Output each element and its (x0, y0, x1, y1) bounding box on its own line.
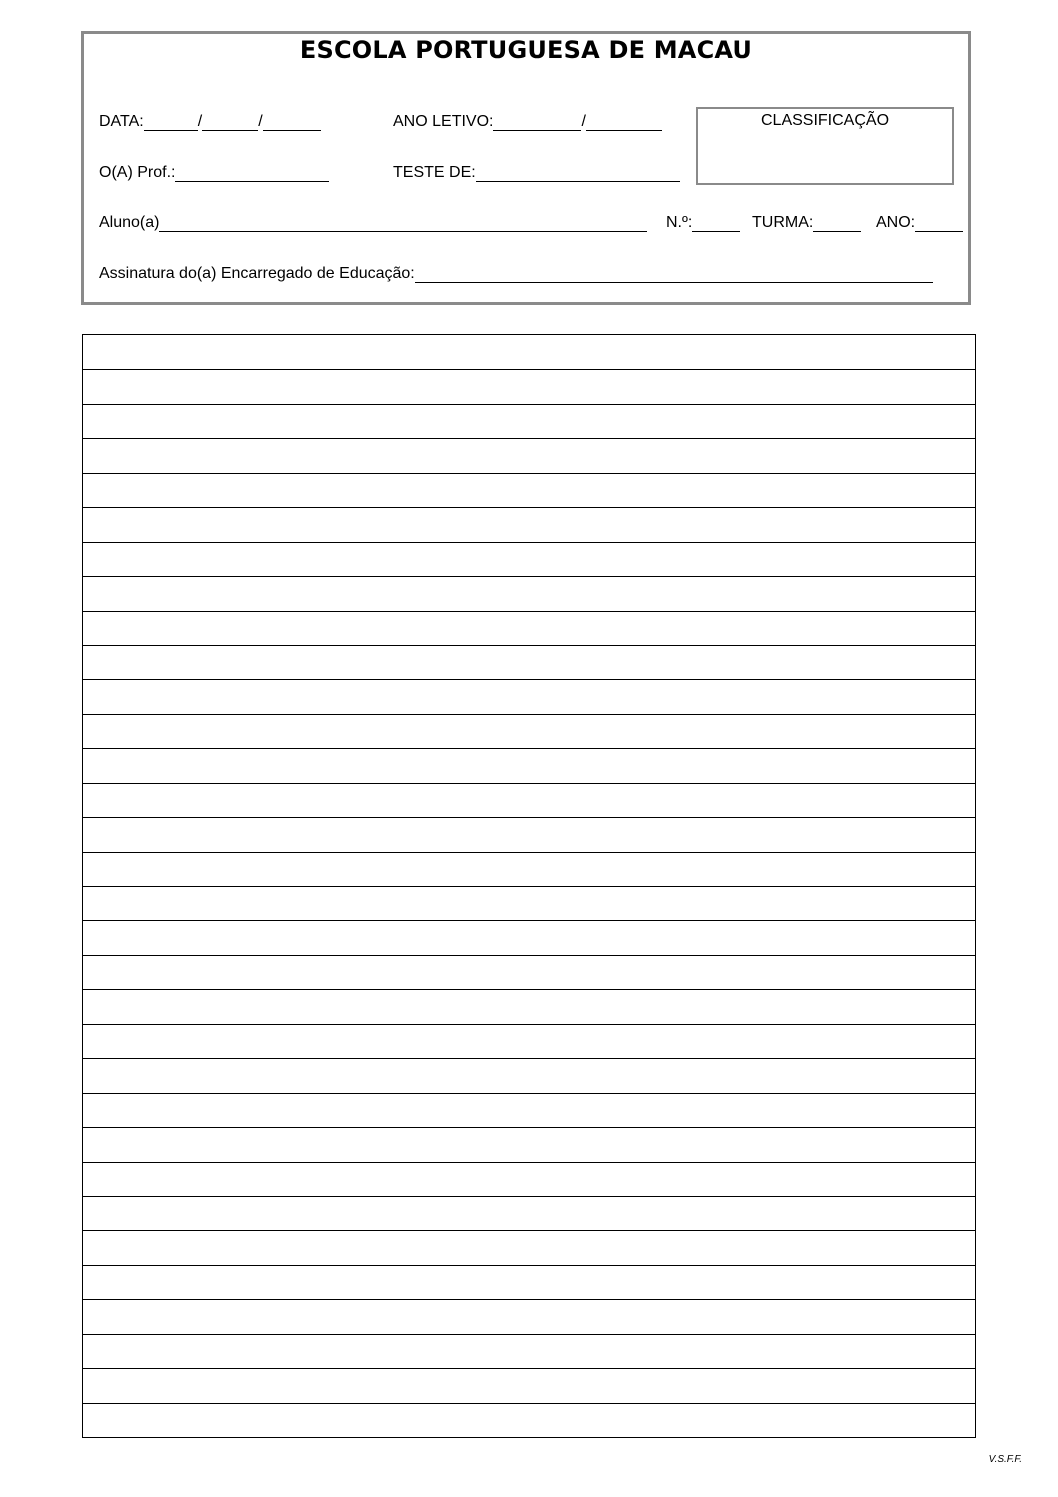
class-group-field[interactable] (752, 214, 861, 232)
writing-line (83, 1024, 975, 1025)
writing-line (83, 473, 975, 474)
student-name-label: Aluno(a) (99, 214, 160, 231)
writing-line (83, 817, 975, 818)
writing-line (83, 886, 975, 887)
writing-line (83, 611, 975, 612)
grade-year-label: ANO: (876, 214, 916, 231)
teacher-blank[interactable] (175, 167, 329, 182)
class-group-label: TURMA: (752, 214, 814, 231)
writing-line (83, 1127, 975, 1128)
writing-line (83, 404, 975, 405)
grade-year-field[interactable] (876, 214, 963, 232)
guardian-signature-blank[interactable] (415, 268, 933, 283)
writing-line (83, 852, 975, 853)
writing-line (83, 748, 975, 749)
writing-line (83, 576, 975, 577)
date-month-blank[interactable] (202, 116, 258, 131)
test-subject-label: TESTE DE: (393, 164, 476, 181)
header-box (81, 31, 971, 305)
student-name-field[interactable] (99, 214, 647, 232)
date-year-blank[interactable] (263, 116, 321, 131)
writing-line (83, 1162, 975, 1163)
grade-year-blank[interactable] (915, 217, 963, 232)
writing-line (83, 783, 975, 784)
writing-line (83, 1334, 975, 1335)
writing-line (83, 438, 975, 439)
writing-line (83, 920, 975, 921)
writing-line (83, 1196, 975, 1197)
guardian-signature-field[interactable] (99, 265, 933, 283)
student-number-blank[interactable] (692, 217, 740, 232)
writing-line (83, 1230, 975, 1231)
writing-line (83, 369, 975, 370)
guardian-signature-label: Assinatura do(a) Encarregado de Educação: (99, 265, 415, 282)
writing-line (83, 507, 975, 508)
school-year-end-blank[interactable] (586, 116, 662, 131)
date-field[interactable] (99, 113, 321, 131)
classification-box[interactable] (696, 107, 954, 185)
footer-note: V.S.F.F. (988, 1454, 1022, 1465)
test-subject-field[interactable] (393, 164, 680, 182)
teacher-label: O(A) Prof.: (99, 164, 176, 181)
school-year-start-blank[interactable] (493, 116, 581, 131)
writing-line (83, 1093, 975, 1094)
classification-label: CLASSIFICAÇÃO (760, 112, 890, 129)
writing-line (83, 989, 975, 990)
date-separator-1: / (197, 113, 203, 130)
writing-line (83, 714, 975, 715)
writing-line (83, 1299, 975, 1300)
date-separator-2: / (258, 113, 263, 130)
date-label: DATA: (99, 113, 144, 130)
writing-line (83, 645, 975, 646)
date-day-blank[interactable] (144, 116, 198, 131)
student-number-label: N.º: (666, 214, 693, 231)
student-name-blank[interactable] (159, 217, 647, 232)
writing-line (83, 955, 975, 956)
writing-line (83, 679, 975, 680)
writing-area[interactable] (82, 334, 976, 1438)
teacher-field[interactable] (99, 164, 329, 182)
student-number-field[interactable] (666, 214, 740, 232)
school-year-separator: / (581, 113, 586, 130)
writing-line (83, 1265, 975, 1266)
writing-line (83, 542, 975, 543)
class-group-blank[interactable] (813, 217, 861, 232)
school-year-field[interactable] (393, 113, 662, 131)
school-title: ESCOLA PORTUGUESA DE MACAU (299, 36, 753, 64)
writing-line (83, 1368, 975, 1369)
writing-line (83, 1058, 975, 1059)
test-subject-blank[interactable] (476, 167, 680, 182)
writing-line (83, 1403, 975, 1404)
school-year-label: ANO LETIVO: (393, 113, 494, 130)
